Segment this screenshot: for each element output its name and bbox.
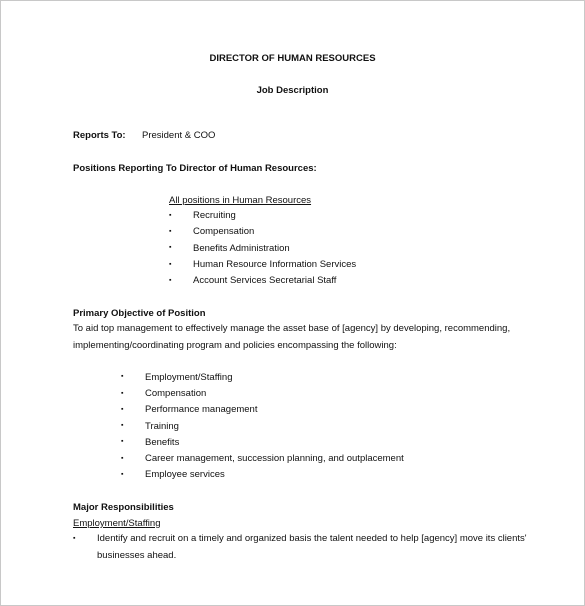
- list-item: Benefits Administration: [193, 243, 290, 254]
- objective-text-line2: implementing/coordinating program and policies encompassing the following:: [73, 340, 397, 351]
- responsibilities-subheading: Employment/Staffing: [73, 518, 161, 529]
- bullet-icon: ▪: [169, 261, 172, 268]
- positions-subheading: All positions in Human Resources: [169, 195, 312, 206]
- responsibility-item-line1: Identify and recruit on a timely and organized basis the talent needed to help [agency] move its clients': [97, 533, 527, 544]
- bullet-icon: ▪: [121, 471, 124, 478]
- reports-to-value: President & COO: [142, 130, 216, 141]
- list-item: Employment/Staffing: [145, 372, 233, 383]
- bullet-icon: ▪: [121, 422, 124, 429]
- list-item: Compensation: [193, 226, 255, 237]
- bullet-icon: ▪: [121, 390, 124, 397]
- list-item: Compensation: [145, 388, 207, 399]
- objective-heading: Primary Objective of Position: [73, 308, 206, 319]
- positions-heading: Positions Reporting To Director of Human Resources:: [73, 163, 317, 174]
- bullet-icon: ▪: [169, 228, 172, 235]
- list-item: Benefits: [145, 437, 180, 448]
- responsibilities-heading: Major Responsibilities: [73, 502, 174, 513]
- list-item: Performance management: [145, 404, 258, 415]
- document-title: DIRECTOR OF HUMAN RESOURCES: [209, 53, 376, 64]
- list-item: Employee services: [145, 469, 225, 480]
- list-item: Training: [145, 421, 179, 432]
- document-subtitle: Job Description: [256, 85, 329, 96]
- bullet-icon: ▪: [169, 244, 172, 251]
- bullet-icon: ▪: [73, 535, 76, 542]
- list-item: Career management, succession planning, and outplacement: [145, 453, 404, 464]
- list-item: Account Services Secretarial Staff: [193, 275, 337, 286]
- responsibility-item-line2: businesses ahead.: [97, 550, 177, 561]
- bullet-icon: ▪: [169, 212, 172, 219]
- list-item: Human Resource Information Services: [193, 259, 357, 270]
- bullet-icon: ▪: [121, 373, 124, 380]
- list-item: Recruiting: [193, 210, 236, 221]
- objective-text-line1: To aid top management to effectively manage the asset base of [agency] by developing, recommending,: [73, 323, 511, 334]
- reports-to-label: Reports To:: [73, 130, 126, 141]
- bullet-icon: ▪: [121, 455, 124, 462]
- bullet-icon: ▪: [121, 438, 124, 445]
- bullet-icon: ▪: [169, 277, 172, 284]
- bullet-icon: ▪: [121, 406, 124, 413]
